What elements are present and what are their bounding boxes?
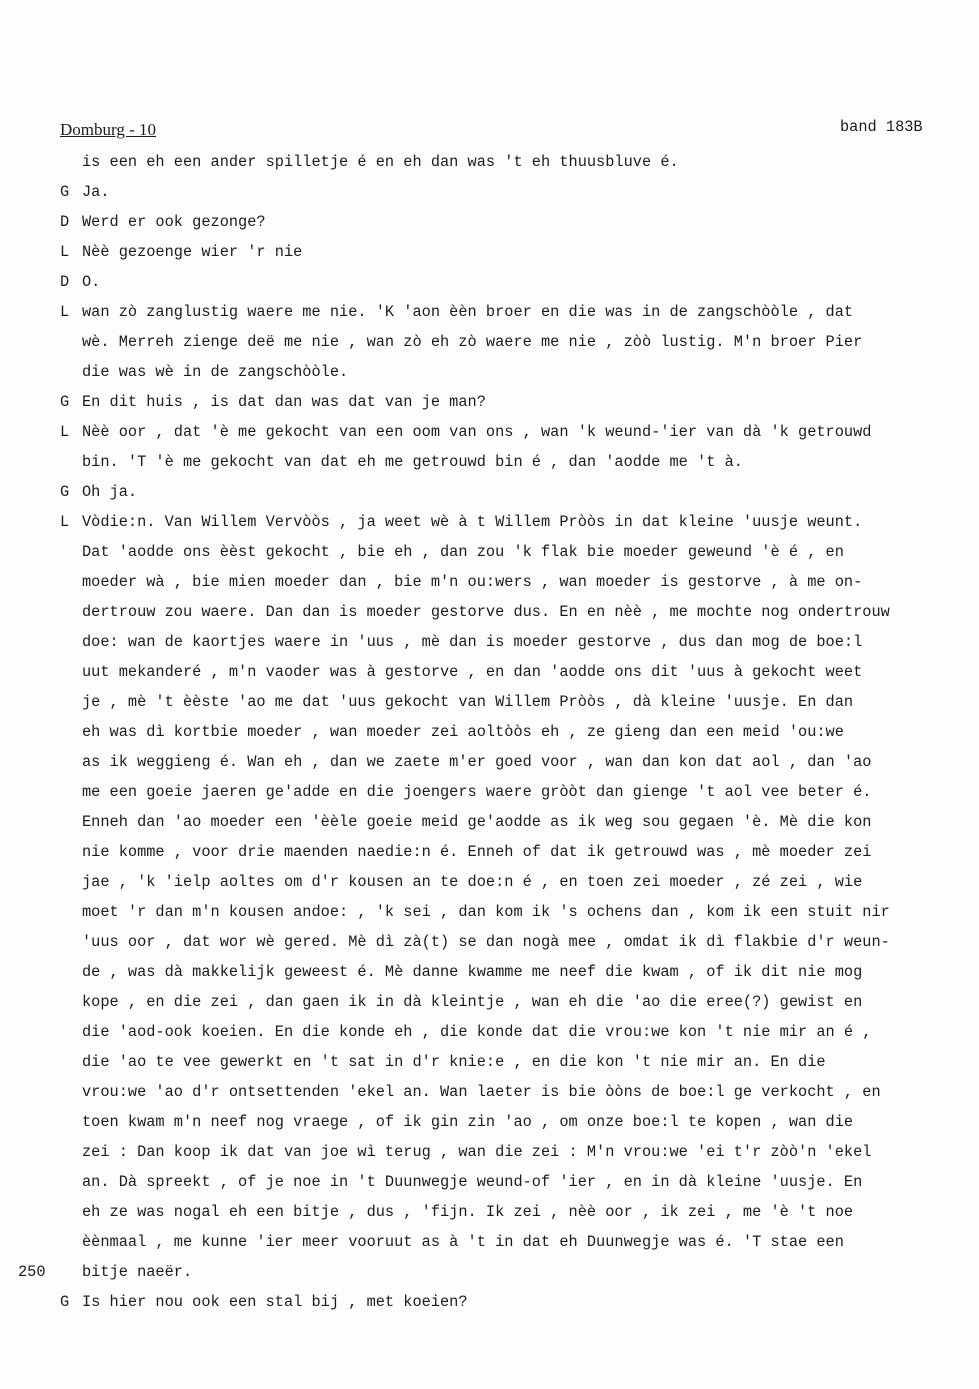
transcript-line [0, 957, 979, 987]
transcript-line [0, 207, 979, 237]
transcript-line [0, 1017, 979, 1047]
line-text: jae , 'k 'ielp aoltes om d'r kousen an te doe:n é , en toen zei moeder , zé zei , wie [82, 873, 863, 891]
speaker-label: G [60, 183, 70, 201]
transcript-line [0, 147, 979, 177]
transcript-line [0, 777, 979, 807]
transcript-line [0, 627, 979, 657]
line-text: Werd er ook gezonge? [82, 213, 266, 231]
transcript-line [0, 927, 979, 957]
line-text: as ik weggieng é. Wan eh , dan we zaete m'er goed voor , wan dan kon dat aol , dan 'ao [82, 753, 872, 771]
line-text: nie komme , voor drie maenden naedie:n é. Enneh of dat ik getrouwd was , mè moeder zei [82, 843, 872, 861]
line-text: 'uus oor , dat wor wè gered. Mè dì zà(t) se dan nogà mee , omdat ik dì flakbie d'r weun- [82, 933, 890, 951]
utterance [0, 177, 979, 207]
transcript-line [0, 1227, 979, 1257]
speaker-label: G [60, 1293, 70, 1311]
transcript-line [0, 1047, 979, 1077]
transcript-line [0, 867, 979, 897]
utterance [0, 207, 979, 237]
line-text: eh was dì kortbie moeder , wan moeder zei aoltòòs eh , ze gieng dan een meid 'ou:we [82, 723, 844, 741]
utterance [0, 507, 979, 1287]
line-text: toen kwam m'n neef nog vraege , of ik gin zin 'ao , om onze boe:l te kopen , wan die [82, 1113, 854, 1131]
transcript-line [0, 447, 979, 477]
line-text: kope , en die zei , dan gaen ik in dà kleintje , wan eh die 'ao die eree(?) gewist en [82, 993, 863, 1011]
transcript-line [0, 1257, 979, 1287]
line-text: Is hier nou ook een stal bij , met koeien? [82, 1293, 468, 1311]
line-text: je , mè 't èèste 'ao me dat 'uus gekocht van Willem Pròòs , dà kleine 'uusje. En dan [82, 693, 854, 711]
utterance [0, 417, 979, 477]
transcript-line [0, 237, 979, 267]
transcript-line [0, 1077, 979, 1107]
header-title: Domburg - 10 [60, 120, 157, 139]
speaker-label: L [60, 303, 70, 321]
line-text: zei : Dan koop ik dat van joe wì terug , wan die zei : M'n vrou:we 'ei t'r zòò'n 'ekel [82, 1143, 872, 1161]
transcript-line [0, 1197, 979, 1227]
line-text: Nèè gezoenge wier 'r nie [82, 243, 303, 261]
transcript-body [0, 147, 979, 1317]
transcript-line [0, 717, 979, 747]
transcript-line [0, 837, 979, 867]
line-text: de , was dà makkelijk geweest é. Mè danne kwamme me neef die kwam , of ik dit nie mog [82, 963, 863, 981]
transcript-line [0, 387, 979, 417]
transcript-line [0, 477, 979, 507]
line-text: vrou:we 'ao d'r ontsettenden 'ekel an. Wan laeter is bie òòns de boe:l ge verkocht , en [82, 1083, 881, 1101]
line-text: dertrouw zou waere. Dan dan is moeder gestorve dus. En en nèè , me mochte nog ondertrouw [82, 603, 890, 621]
line-text: wan zò zanglustig waere me nie. 'K 'aon èèn broer en die was in de zangschòòle , dat [82, 303, 854, 321]
transcript-line [0, 327, 979, 357]
transcript-line [0, 537, 979, 567]
line-text: die was wè in de zangschòòle. [82, 363, 349, 381]
line-text: me een goeie jaeren ge'adde en die joengers waere gròòt dan gienge 't aol vee beter é. [82, 783, 872, 801]
line-text: die 'aod-ook koeien. En die konde eh , die konde dat die vrou:we kon 't nie mir an é , [82, 1023, 872, 1041]
line-text: an. Dà spreekt , of je noe in 't Duunwegje weund-of 'ier , en in dà kleine 'uusje. En [82, 1173, 863, 1191]
transcript-line [0, 177, 979, 207]
line-text: moeder wà , bie mien moeder dan , bie m'n ou:wers , wan moeder is gestorve , à me on- [82, 573, 863, 591]
speaker-label: D [60, 213, 70, 231]
line-text: Vòdie:n. Van Willem Vervòòs , ja weet wè à t Willem Pròòs in dat kleine 'uusje weunt. [82, 513, 863, 531]
margin-line-number: 250 [18, 1263, 46, 1281]
speaker-label: L [60, 513, 70, 531]
line-text: En dit huis , is dat dan was dat van je man? [82, 393, 486, 411]
line-text: wè. Merreh zienge deë me nie , wan zò eh zò waere me nie , zòò lustig. M'n broer Pier [82, 333, 863, 351]
line-text: is een eh een ander spilletje é en eh dan was 't eh thuusbluve é. [82, 153, 679, 171]
speaker-label: L [60, 243, 70, 261]
speaker-label: G [60, 393, 70, 411]
transcript-line [0, 357, 979, 387]
transcript-line [0, 297, 979, 327]
line-text: Oh ja. [82, 483, 138, 501]
line-text: uut mekanderé , m'n vaoder was à gestorve , en dan 'aodde ons dit 'uus à gekocht weet [82, 663, 863, 681]
line-text: die 'ao te vee gewerkt en 't sat in d'r knie:e , en die kon 't nie mir an. En die [82, 1053, 826, 1071]
utterance [0, 267, 979, 297]
transcript-line [0, 1167, 979, 1197]
line-text: Nèè oor , dat 'è me gekocht van een oom van ons , wan 'k weund-'ier van dà 'k getrouwd [82, 423, 872, 441]
line-text: Ja. [82, 183, 110, 201]
speaker-label: L [60, 423, 70, 441]
transcript-line [0, 987, 979, 1017]
transcript-line [0, 597, 979, 627]
transcript-line [0, 1137, 979, 1167]
line-text: bitje naeër. [82, 1263, 193, 1281]
transcript-line [0, 1107, 979, 1137]
utterance [0, 237, 979, 267]
utterance [0, 387, 979, 417]
transcript-line [0, 657, 979, 687]
line-text: O. [82, 273, 101, 291]
line-text: Dat 'aodde ons èèst gekocht , bie eh , dan zou 'k flak bie moeder geweund 'è é , en [82, 543, 844, 561]
header-tape-id: band 183B [840, 118, 923, 136]
line-text: èènmaal , me kunne 'ier meer vooruut as à 't in dat eh Duunwegje was é. 'T stae een [82, 1233, 844, 1251]
line-text: bin. 'T 'è me gekocht van dat eh me getrouwd bin é , dan 'aodde me 't à. [82, 453, 743, 471]
utterance [0, 477, 979, 507]
transcript-line [0, 567, 979, 597]
transcript-line [0, 507, 979, 537]
line-text: eh ze was nogal eh een bitje , dus , 'fijn. Ik zei , nèè oor , ik zei , me 'è 't noe [82, 1203, 854, 1221]
line-text: moet 'r dan m'n kousen andoe: , 'k sei , dan kom ik 's ochens dan , kom ik een stuit nir [82, 903, 890, 921]
line-text: doe: wan de kaortjes waere in 'uus , mè dan is moeder gestorve , dus dan mog de boe:l [82, 633, 863, 651]
transcript-line [0, 807, 979, 837]
utterance [0, 147, 979, 177]
utterance [0, 297, 979, 387]
speaker-label: G [60, 483, 70, 501]
transcript-line [0, 417, 979, 447]
speaker-label: D [60, 273, 70, 291]
transcript-line [0, 687, 979, 717]
transcript-line [0, 1287, 979, 1317]
transcript-line [0, 747, 979, 777]
transcript-line [0, 897, 979, 927]
utterance [0, 1287, 979, 1317]
transcript-line [0, 267, 979, 297]
line-text: Enneh dan 'ao moeder een 'èèle goeie meid ge'aodde as ik weg sou gegaen 'è. Mè die kon [82, 813, 872, 831]
